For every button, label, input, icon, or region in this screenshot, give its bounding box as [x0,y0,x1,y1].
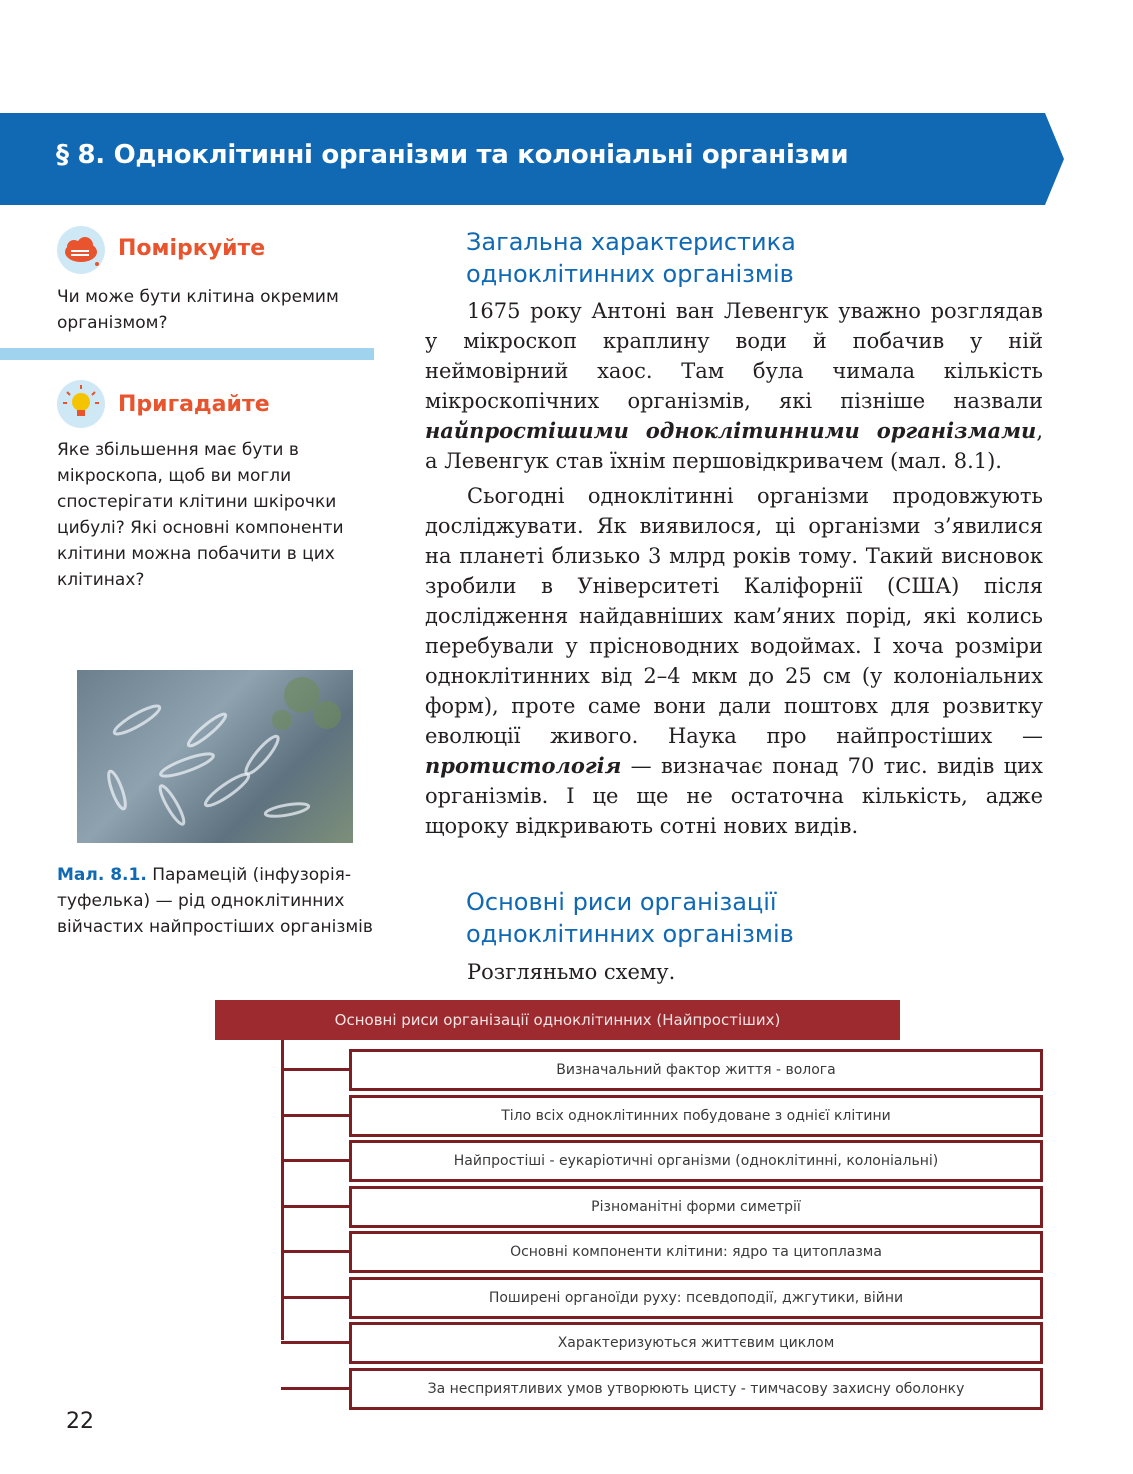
figure-caption-text: Парамецій (інфузорія-туфелька) — рід одноклітинних війчастих найпростіших організмів [57,865,373,937]
page-number: 22 [66,1409,94,1434]
scheme-branch-line [281,1387,351,1390]
paragraph-1-end: , а Левенгук став їхнім першовідкривачем (мал. 8.1). [425,419,1043,473]
lightbulb-icon [57,380,105,428]
scheme-item: За несприятливих умов утворюють цисту - тимчасову захисну оболонку [349,1368,1043,1410]
scheme-title: Основні риси організації одноклітинних (Найпростіших) [215,1000,900,1040]
recall-text: Яке збільшення має бути в мікроскопа, щоб ви могли спостерігати клітини шкірочки цибулі? Які основні компоненти клітини можна побачити в цих клітинах? [57,440,344,590]
paragraph-2 [425,481,1043,841]
paragraph-1 [425,296,1043,476]
cloud-think-icon [57,226,105,274]
scheme-item: Характеризуються життєвим циклом [349,1322,1043,1364]
scheme-branch-line [281,1068,351,1071]
scheme-intro [425,957,1043,987]
scheme-item: Основні компоненти клітини: ядро та цитоплазма [349,1231,1043,1273]
paramecium-photo [77,670,353,843]
term-simplest: найпростішими одноклітинними організмами [425,418,1037,443]
scheme-intro-text: Розгляньмо схему. [467,960,676,984]
figure-caption [57,862,377,940]
page-title: § 8. Одноклітинні організми та колоніальні організми [56,140,849,170]
scheme-branch-line [281,1159,351,1162]
section-heading-features: Основні риси організації одноклітинних організмів [466,888,794,948]
scheme-branch-line [281,1250,351,1253]
scheme-item: Тіло всіх одноклітинних побудоване з однієї клітини [349,1095,1043,1137]
sidebar-divider [0,348,374,360]
paragraph-2-start: Сьогодні одноклітинні організми продовжують досліджувати. Як виявилося, ці організми з’явилися на планеті близько 3 млрд років тому. Такий висновок зробили в Університеті Каліфорнії (США) після дослідження найдавніших кам’яних порід, які колись перебували у прісноводних водоймах. І хоча розміри одноклітинних від 2–4 мкм до 25 см (у колоніальних форм), проте саме вони дали поштовх для розвитку еволюції живого. Наука про найпростіших — [425,484,1043,748]
scheme-branch-line [281,1114,351,1117]
paragraph-2-end: — визначає понад 70 тис. видів цих організмів. І це ще не остаточна кількість, адже щороку відкривають сотні нових видів. [425,754,1043,838]
scheme-branch-line [281,1341,351,1344]
recall-heading: Пригадайте [118,392,270,417]
think-text: Чи може бути клітина окремим організмом? [57,287,339,333]
paragraph-1-start: 1675 року Антоні ван Левенгук уважно розглядав у мікроскоп краплину води й побачив у ній неймовірний хаос. Там була чимала кількість мікроскопічних організмів, які пізніше назвали [425,299,1043,413]
term-protistology: протистологія [425,753,622,778]
think-heading: Поміркуйте [118,236,266,261]
header-arrow [1045,113,1064,205]
scheme-item: Найпростіші - еукаріотичні організми (одноклітинні, колоніальні) [349,1140,1043,1182]
scheme-branch-line [281,1296,351,1299]
scheme-item: Визначальний фактор життя - волога [349,1049,1043,1091]
scheme-diagram [215,995,1045,1397]
scheme-branch-line [281,1205,351,1208]
section-heading-general: Загальна характеристика одноклітинних організмів [466,228,796,288]
scheme-item: Різноманітні форми симетрії [349,1186,1043,1228]
figure-label: Мал. 8.1. [57,865,147,885]
scheme-item: Поширені органоїди руху: псевдоподії, джгутики, війни [349,1277,1043,1319]
